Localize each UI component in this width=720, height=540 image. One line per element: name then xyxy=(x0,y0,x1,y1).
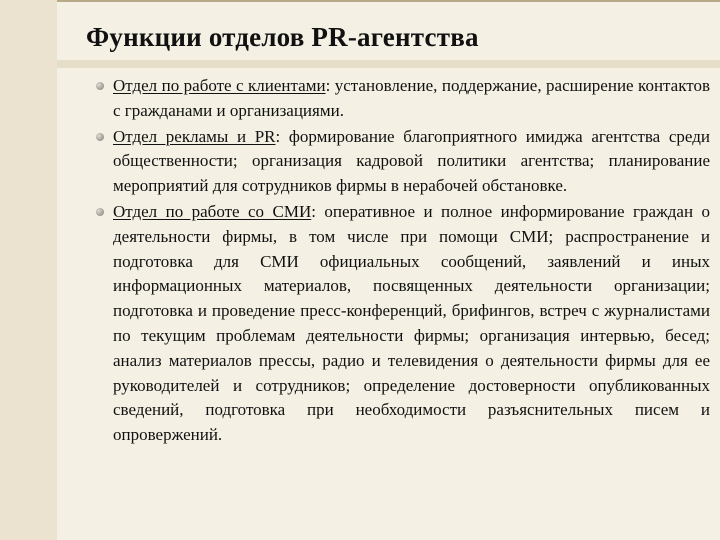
top-rule xyxy=(57,0,720,2)
department-functions: : формирование благоприятного имиджа агентства среди общественности; организация кадровой политики агентства; планирование мероприятий для сотрудников фирмы в нерабочей обстановке. xyxy=(113,126,710,196)
bullet-text xyxy=(113,125,710,199)
title-underline-bar xyxy=(57,60,720,68)
department-functions: : оперативное и полное информирование граждан о деятельности фирмы, в том числе при помощи СМИ; распространение и подготовка для СМИ официальных сообщений, заявлений и иных информационных материалов, посвященных деятельности организации; подготовка и проведение пресс-конференций, брифингов, встреч с журналистами по текущим проблемам деятельности фирмы; организация интервью, бесед; анализ материалов прессы, радио и телевидения о деятельности фирмы для ее руководителей и сотрудников; определение достоверности опубликованных сведений, подготовка при необходимости разъяснительных писем и опровержений. xyxy=(113,201,710,445)
department-name: Отдел рекламы и PR xyxy=(113,126,276,146)
bullet-text xyxy=(113,74,710,124)
bullet-icon xyxy=(96,133,104,141)
bullet-text xyxy=(113,200,710,448)
department-name: Отдел по работе со СМИ xyxy=(113,201,312,221)
bullet-item-advertising xyxy=(96,125,710,199)
department-functions: : установление, поддержание, расширение контактов с гражданами и организациями. xyxy=(113,76,710,120)
side-panel xyxy=(0,0,57,540)
bullet-item-media xyxy=(96,200,710,448)
bullet-item-clients xyxy=(96,74,710,124)
slide-title: Функции отделов PR-агентства xyxy=(86,22,479,52)
bullet-icon xyxy=(96,82,104,90)
bullet-icon xyxy=(96,208,104,216)
bullet-list xyxy=(96,74,710,449)
department-name: Отдел по работе с клиентами xyxy=(113,76,326,95)
